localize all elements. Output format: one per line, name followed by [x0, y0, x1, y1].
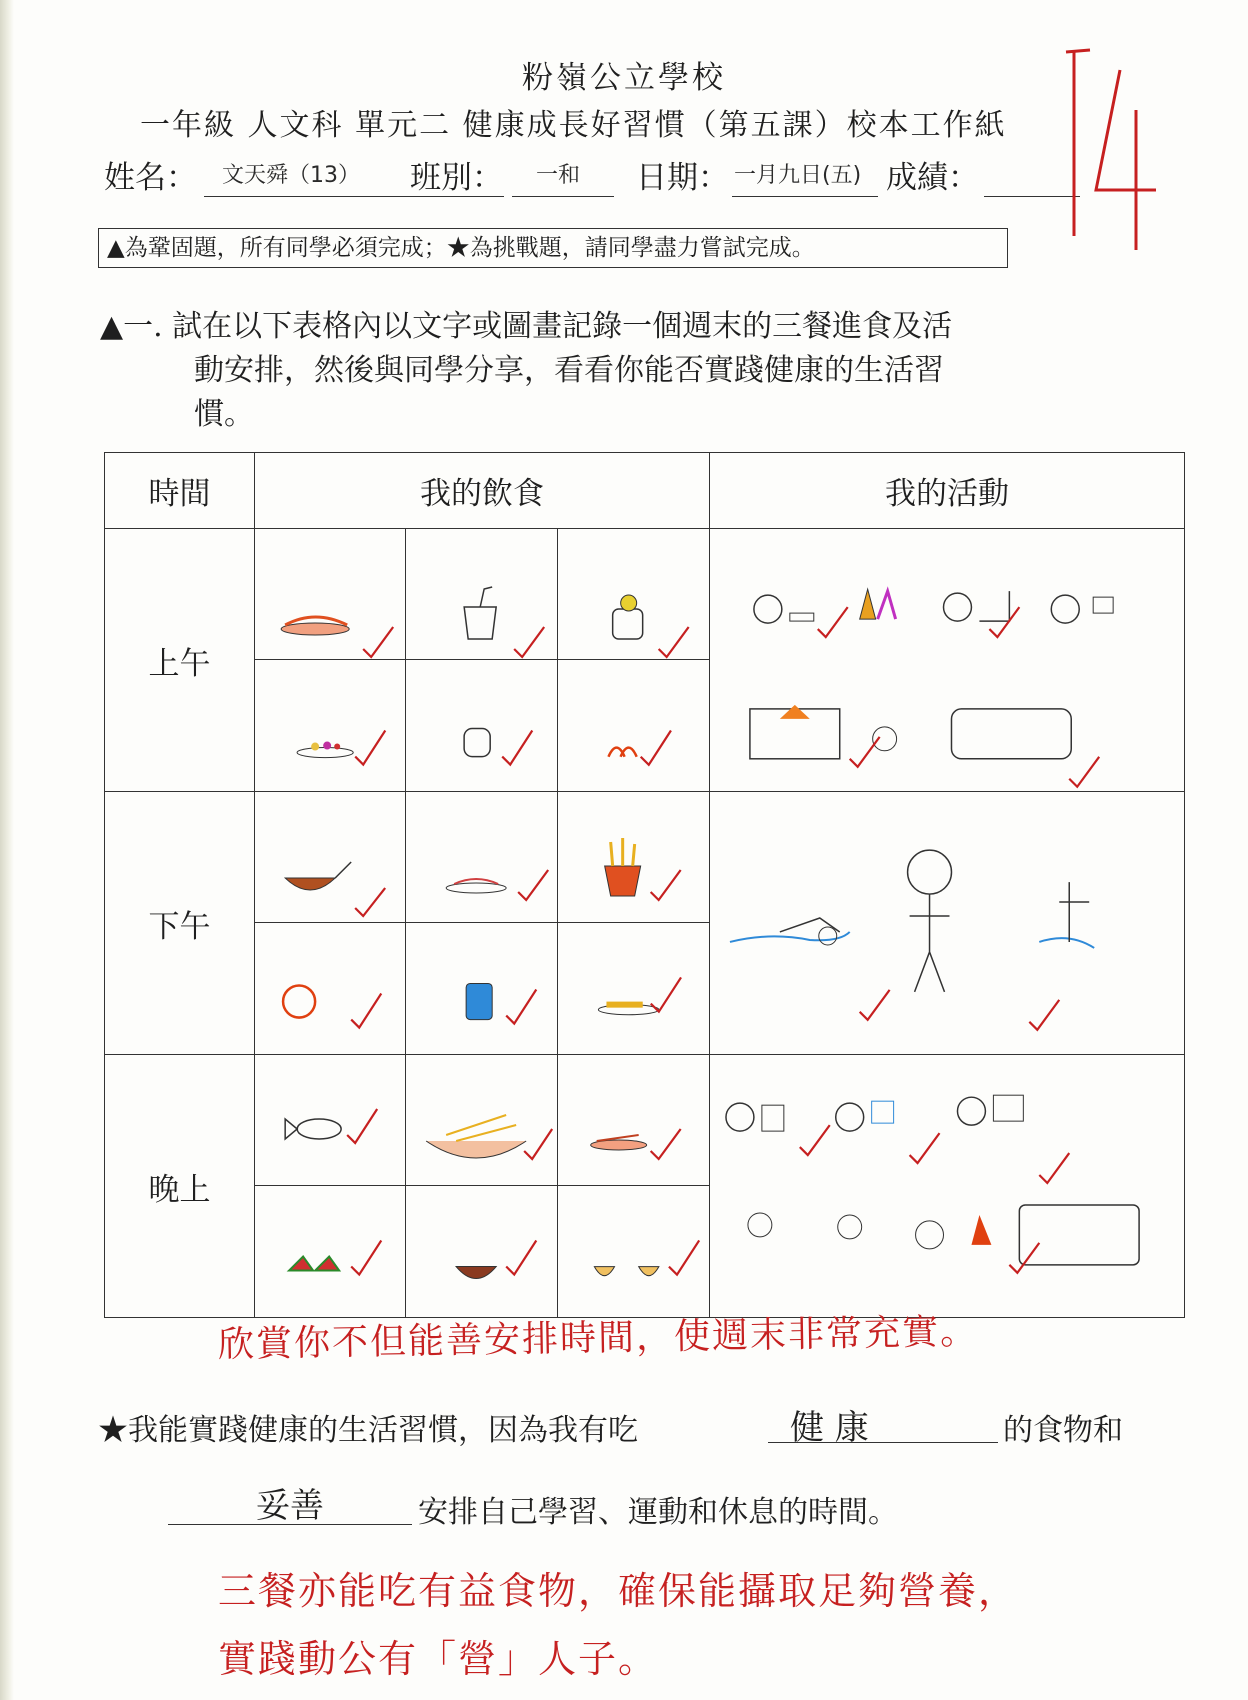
fruit-sketch-icon [558, 660, 709, 791]
class-value: 一和 [536, 163, 581, 188]
activity-afternoon-sketch [710, 792, 1184, 1054]
food-drawing [255, 1055, 406, 1186]
school-name: 粉嶺公立學校 [522, 60, 726, 96]
instruction-notice: ▲為鞏固題，所有同學必須完成；★為挑戰題，請同學盡力嘗試完成。 [98, 228, 1008, 268]
food-drawing [558, 660, 709, 791]
stirfry-sketch-icon [558, 1055, 709, 1185]
activity-afternoon-cell [710, 792, 1185, 1055]
food-drawing [255, 660, 406, 791]
time-afternoon: 下午 [105, 792, 255, 1055]
paper-edge [0, 0, 14, 1700]
challenge-line-1 [98, 1405, 638, 1449]
cup-sketch-icon [406, 529, 556, 659]
table-row-morning [105, 529, 1185, 792]
wok-sketch-icon [255, 792, 405, 922]
food-drawing [255, 792, 406, 923]
teacher-comment-2a: 三餐亦能吃有益食物，確保能攝取足夠營養， [218, 1569, 1019, 1613]
question-1-line-3: 慣。 [194, 397, 254, 432]
bowl-sketch-icon [406, 1186, 556, 1317]
plate-sketch-icon [255, 660, 405, 791]
answer-1-value: 健 康 [790, 1408, 869, 1448]
worksheet-subtitle: 一年級 人文科 單元二 健康成長好習慣（第五課）校本工作紙 [140, 108, 1007, 143]
name-value: 文天舜（13） [222, 163, 360, 188]
grade-label: 成績： [886, 160, 979, 196]
food-drawing [558, 529, 709, 660]
time-evening: 晚上 [105, 1055, 255, 1318]
question-1-line-2: 動安排，然後與同學分享，看看你能否實踐健康的生活習 [194, 353, 944, 388]
date-label: 日期： [636, 160, 729, 196]
food-drawing [255, 1186, 406, 1317]
name-label: 姓名： [104, 160, 197, 196]
water-glass-icon [406, 923, 556, 1054]
diet-afternoon-cell [255, 792, 710, 1055]
activity-morning-sketch [710, 529, 1184, 791]
bread-sketch-icon [406, 660, 556, 791]
header-time: 時間 [105, 453, 255, 529]
face-sketch-icon [255, 923, 405, 1054]
teacher-comment-2b: 實踐動公有「營」人子。 [218, 1637, 659, 1681]
challenge-suffix: 的食物和 [1003, 1413, 1123, 1448]
question-1-line-1: ▲一. 試在以下表格內以文字或圖畫記錄一個週末的三餐進食及活 [100, 309, 953, 344]
grade-mark-icon [1060, 40, 1180, 260]
fish-sketch-icon [255, 1055, 405, 1185]
food-sketch-icon [255, 529, 405, 659]
diet-afternoon-grid [255, 792, 709, 1054]
activity-evening-sketch [710, 1055, 1184, 1317]
food-drawing [558, 923, 709, 1054]
food-drawing [406, 923, 557, 1054]
cups-sketch-icon [558, 1186, 709, 1317]
diet-morning-cell [255, 529, 710, 792]
activity-table [104, 452, 1185, 1318]
diet-evening-grid [255, 1055, 709, 1317]
activity-morning-cell [710, 529, 1185, 792]
student-info-line [104, 152, 1184, 212]
watermelon-icon [255, 1186, 405, 1317]
fries-sketch-icon [558, 792, 709, 922]
noodle-dish-icon [406, 1055, 556, 1185]
table-row-afternoon [105, 792, 1185, 1055]
question-1 [100, 305, 1160, 437]
date-value: 一月九日(五) [734, 163, 862, 188]
dish-sketch-icon [406, 792, 556, 922]
diet-evening-cell [255, 1055, 710, 1318]
header-diet: 我的飲食 [255, 453, 710, 529]
food-drawing [558, 792, 709, 923]
food-drawing [406, 1186, 557, 1317]
food-drawing [255, 923, 406, 1054]
class-underline [512, 196, 614, 197]
teacher-comment-1: 欣賞你不但能善安排時間，使週末非常充實。 [217, 1311, 979, 1366]
food-drawing [558, 1055, 709, 1186]
table-row-evening [105, 1055, 1185, 1318]
answer-2-value: 妥善 [256, 1486, 324, 1526]
class-label: 班別： [410, 160, 503, 196]
food-drawing [406, 529, 557, 660]
food-drawing [406, 660, 557, 791]
time-morning: 上午 [105, 529, 255, 792]
challenge-prefix: ★我能實踐健康的生活習慣，因為我有吃 [98, 1413, 638, 1448]
food-drawing [406, 1055, 557, 1186]
activity-evening-cell [710, 1055, 1185, 1318]
mug-sketch-icon [558, 529, 709, 659]
header-activity: 我的活動 [710, 453, 1185, 529]
challenge-line-2: 安排自己學習、運動和休息的時間。 [418, 1495, 898, 1530]
date-underline [732, 196, 878, 197]
diet-morning-grid [255, 529, 709, 791]
food-drawing [255, 529, 406, 660]
table-header-row [105, 453, 1185, 529]
food-drawing [406, 792, 557, 923]
snack-sketch-icon [558, 923, 709, 1054]
food-drawing [558, 1186, 709, 1317]
